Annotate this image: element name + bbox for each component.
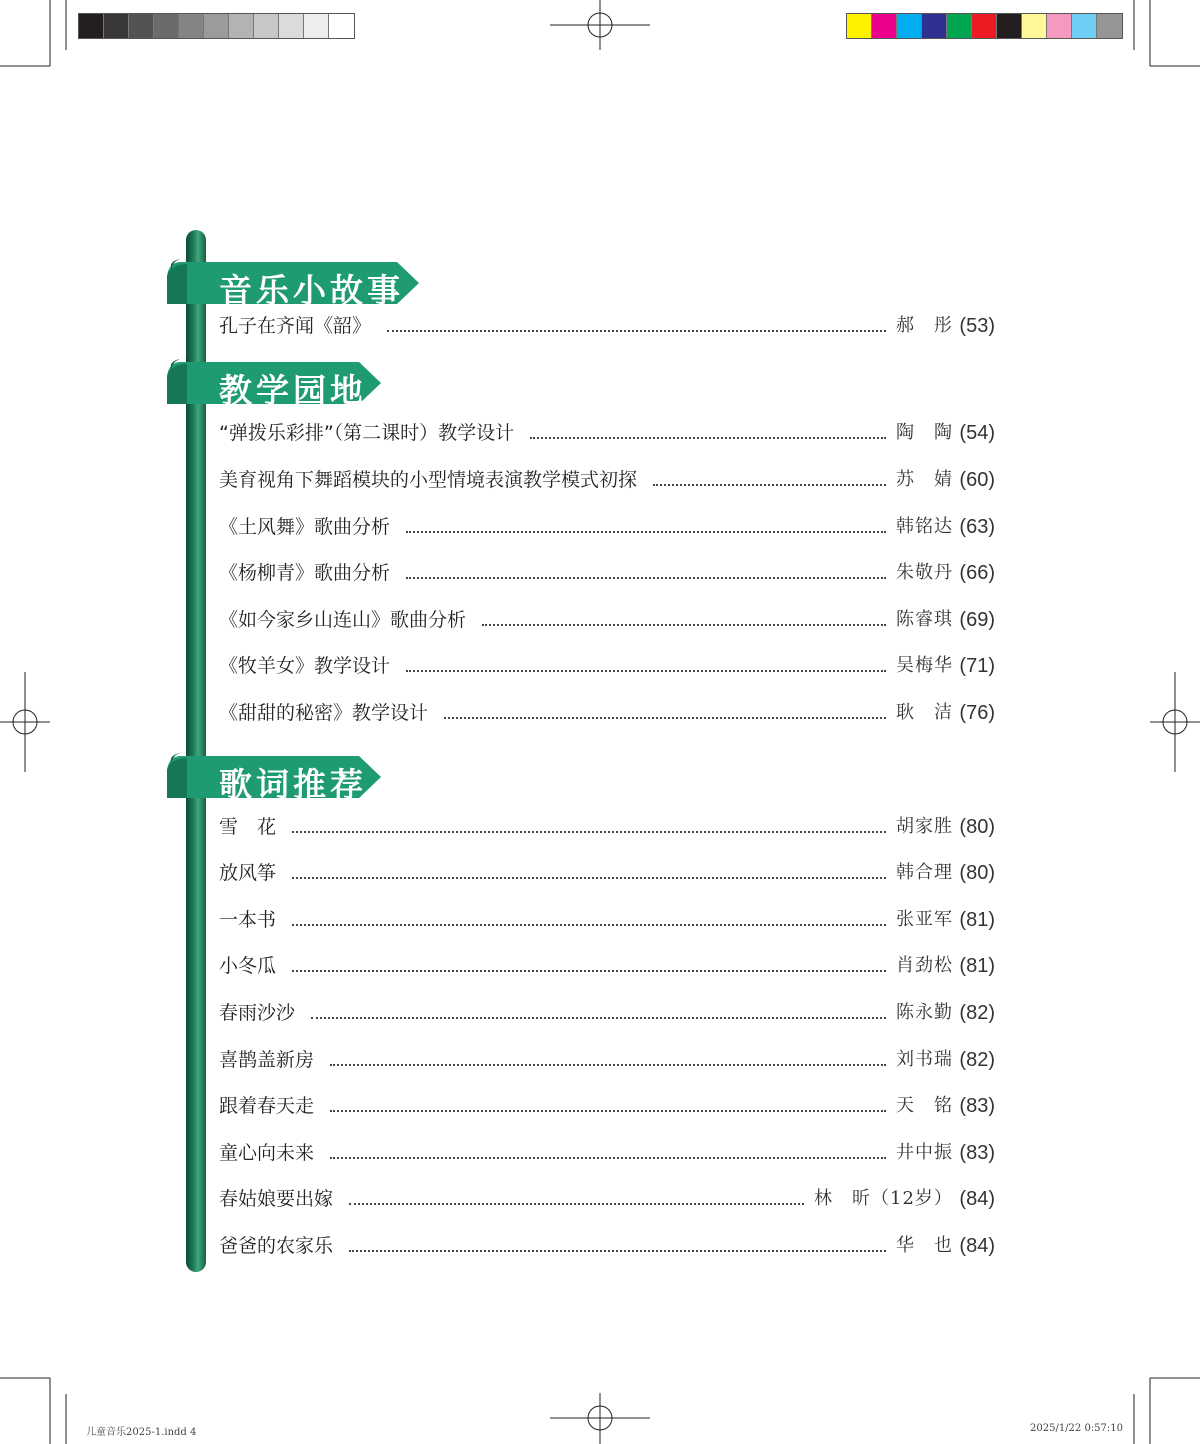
entry-author: 天 铭 [896, 1095, 953, 1116]
entry-title: 《土风舞》歌曲分析 [219, 516, 391, 538]
entry-title: 春姑娘要出嫁 [219, 1188, 334, 1210]
entry-author: 胡家胜 [896, 816, 953, 837]
color-swatch [847, 14, 872, 38]
entry-page: (81) [959, 909, 995, 931]
color-swatch [872, 14, 897, 38]
entry-author: 张亚军 [896, 909, 953, 930]
entry-page: (76) [959, 702, 995, 724]
dot-leader [406, 577, 886, 579]
footer-timestamp: 2025/1/22 0:57:10 [1030, 1423, 1124, 1434]
section-banner [167, 258, 419, 308]
toc-entry[interactable] [219, 558, 995, 588]
entry-author: 韩铭达 [896, 516, 953, 537]
entry-author: 陈永勤 [896, 1002, 953, 1023]
dot-leader [482, 624, 886, 626]
toc-entry[interactable] [219, 465, 995, 495]
color-swatch [129, 14, 154, 38]
entry-title: 爸爸的农家乐 [219, 1235, 334, 1257]
color-swatch [79, 14, 104, 38]
toc-entry[interactable] [219, 651, 995, 681]
dot-leader [444, 717, 886, 719]
entry-page: (66) [959, 562, 995, 584]
toc-entry[interactable] [219, 1045, 995, 1075]
entry-page: (84) [959, 1188, 995, 1210]
color-control-bar [846, 13, 1123, 39]
entry-title: 小冬瓜 [219, 955, 277, 977]
color-swatch [922, 14, 947, 38]
toc-entry[interactable] [219, 1091, 995, 1121]
entry-page: (81) [959, 955, 995, 977]
color-swatch [1097, 14, 1122, 38]
color-swatch [997, 14, 1022, 38]
entry-title: “弹拨乐彩排”（第二课时）教学设计 [219, 422, 515, 444]
toc-entry[interactable] [219, 418, 995, 448]
entry-page: (54) [959, 422, 995, 444]
toc-entry[interactable] [219, 1184, 995, 1214]
color-swatch [897, 14, 922, 38]
entry-title: 《牧羊女》教学设计 [219, 655, 391, 677]
entry-title: 童心向未来 [219, 1142, 315, 1164]
entry-page: (60) [959, 469, 995, 491]
dot-leader [387, 330, 886, 332]
entry-title: 放风筝 [219, 862, 277, 884]
entry-page: (82) [959, 1002, 995, 1024]
color-swatch [329, 14, 354, 38]
entry-page: (82) [959, 1049, 995, 1071]
dot-leader [311, 1017, 886, 1019]
toc-entry[interactable] [219, 1138, 995, 1168]
toc-entry[interactable] [219, 905, 995, 935]
toc-entry[interactable] [219, 605, 995, 635]
entry-author: 井中振 [896, 1142, 953, 1163]
color-swatch [229, 14, 254, 38]
color-swatch [1047, 14, 1072, 38]
entry-author: 耿 洁 [896, 702, 953, 723]
color-swatch [254, 14, 279, 38]
color-swatch [154, 14, 179, 38]
dot-leader [292, 924, 886, 926]
entry-page: (83) [959, 1142, 995, 1164]
dot-leader [349, 1203, 804, 1205]
dot-leader [292, 970, 886, 972]
dot-leader [530, 437, 886, 439]
entry-page: (80) [959, 816, 995, 838]
entry-author: 林 昕（12岁） [814, 1188, 953, 1209]
color-swatch [304, 14, 329, 38]
entry-title: 《如今家乡山连山》歌曲分析 [219, 609, 467, 631]
section-banner [167, 358, 381, 408]
toc-entry[interactable] [219, 812, 995, 842]
dot-leader [330, 1157, 886, 1159]
entry-author: 肖劲松 [896, 955, 953, 976]
section-banner [167, 752, 381, 802]
entry-page: (53) [959, 315, 995, 337]
entry-title: 孔子在齐闻《韶》 [219, 315, 372, 337]
dot-leader [653, 484, 886, 486]
entry-title: 喜鹊盖新房 [219, 1049, 315, 1071]
color-swatch [1072, 14, 1097, 38]
entry-author: 华 也 [896, 1235, 953, 1256]
toc-entry[interactable] [219, 998, 995, 1028]
entry-author: 陈睿琪 [896, 609, 953, 630]
toc-entry[interactable] [219, 858, 995, 888]
toc-entry[interactable] [219, 512, 995, 542]
footer-file-name: 儿童音乐2025-1.indd 4 [86, 1427, 197, 1438]
entry-title: 《甜甜的秘密》教学设计 [219, 702, 429, 724]
dot-leader [330, 1110, 886, 1112]
entry-title: 春雨沙沙 [219, 1002, 296, 1024]
entry-page: (71) [959, 655, 995, 677]
color-swatch [279, 14, 304, 38]
entry-title: 雪 花 [219, 816, 277, 838]
entry-author: 苏 婧 [896, 469, 953, 490]
dot-leader [406, 670, 886, 672]
entry-title: 《杨柳青》歌曲分析 [219, 562, 391, 584]
dot-leader [292, 831, 886, 833]
color-swatch [179, 14, 204, 38]
color-swatch [104, 14, 129, 38]
entry-page: (69) [959, 609, 995, 631]
dot-leader [406, 531, 886, 533]
toc-entry[interactable] [219, 698, 995, 728]
entry-page: (84) [959, 1235, 995, 1257]
entry-page: (63) [959, 516, 995, 538]
dot-leader [292, 877, 886, 879]
entry-author: 陶 陶 [896, 422, 953, 443]
grey-scale-bar [78, 13, 355, 39]
entry-author: 刘书瑞 [896, 1049, 953, 1070]
color-swatch [1022, 14, 1047, 38]
section-title: 教学园地 [219, 371, 367, 410]
color-swatch [947, 14, 972, 38]
entry-title: 跟着春天走 [219, 1095, 315, 1117]
color-swatch [204, 14, 229, 38]
toc-entry[interactable] [219, 1231, 995, 1261]
section-title: 歌词推荐 [219, 765, 367, 804]
color-swatch [972, 14, 997, 38]
entry-author: 韩合理 [896, 862, 953, 883]
entry-page: (80) [959, 862, 995, 884]
entry-title: 美育视角下舞蹈模块的小型情境表演教学模式初探 [219, 469, 638, 491]
entry-author: 郝 彤 [896, 315, 953, 336]
entry-author: 吴梅华 [896, 655, 953, 676]
entry-title: 一本书 [219, 909, 277, 931]
toc-entry[interactable] [219, 311, 995, 341]
dot-leader [330, 1064, 886, 1066]
dot-leader [349, 1250, 886, 1252]
toc-entry[interactable] [219, 951, 995, 981]
entry-page: (83) [959, 1095, 995, 1117]
entry-author: 朱敬丹 [896, 562, 953, 583]
section-title: 音乐小故事 [219, 271, 404, 310]
